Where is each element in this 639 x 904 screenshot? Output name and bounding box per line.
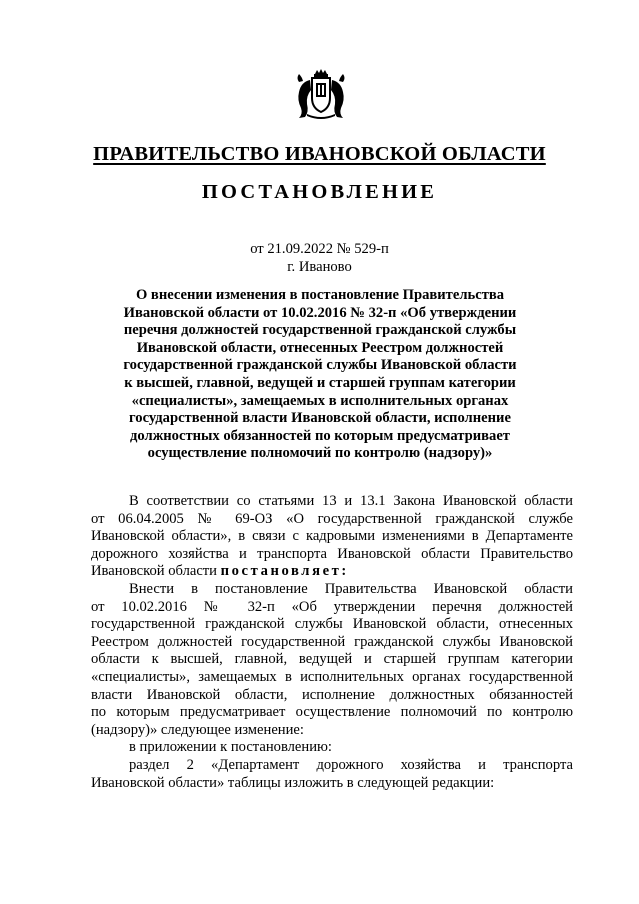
subject-line: Ивановской области, отнесенных Реестром должностей [136, 339, 504, 356]
body-line: по которым предусматривает осуществление полномочий по контролю [91, 704, 573, 721]
body-line: «специалисты», замещаемых в исполнительных органах государственной [91, 668, 573, 685]
subject-line: государственной власти Ивановской области, исполнение [129, 410, 511, 427]
body-text-fragment: Ивановской области [91, 563, 221, 580]
body-line: области к высшей, главной, ведущей и старшей группам категории [91, 651, 573, 668]
subject-line: «специалисты», замещаемых в исполнительных органах [131, 392, 509, 409]
document-date-number: от 21.09.2022 № 529-п [250, 241, 389, 257]
subject-line: государственной гражданской службы Ивановской области [123, 357, 517, 374]
document-city: г. Иваново [287, 258, 352, 275]
body-line: Внести в постановление Правительства Ивановской области [129, 580, 573, 597]
subject-line: должностных обязанностей по которым предусматривает [130, 427, 510, 444]
body-line: в приложении к постановлению: [129, 739, 332, 756]
body-line: дорожного хозяйства и транспорта Ивановской области Правительство [91, 545, 573, 562]
document-subject [100, 287, 540, 463]
body-line: раздел 2 «Департамент дорожного хозяйства и транспорта [129, 756, 573, 773]
subject-line: О внесении изменения в постановление Правительства [135, 287, 505, 303]
document-body [91, 493, 573, 792]
subject-line: перечня должностей государственной гражданской службы [123, 322, 517, 339]
body-line: от 10.02.2016 № 32-п «Об утверждении перечня должностей [91, 598, 573, 615]
resolution-word: постановляет: [220, 563, 349, 580]
body-line: от 06.04.2005 № 69-ОЗ «О государственной гражданской службе [91, 510, 573, 527]
body-line: власти Ивановской области, исполнение должностных обязанностей [91, 686, 573, 703]
body-line: государственной гражданской службы Ивановской области, отнесенных [91, 616, 573, 633]
coat-of-arms-icon [293, 68, 349, 120]
body-line [91, 563, 573, 581]
subject-line: Ивановской области от 10.02.2016 № 32-п «Об утверждении [123, 304, 517, 321]
organization-title: ПРАВИТЕЛЬСТВО ИВАНОВСКОЙ ОБЛАСТИ [93, 143, 546, 165]
subject-line: к высшей, главной, ведущей и старшей группам категории [124, 374, 516, 391]
subject-line: осуществление полномочий по контролю (надзору)» [147, 445, 493, 462]
body-line: Ивановской области» таблицы изложить в следующей редакции: [91, 774, 495, 791]
document-meta [0, 241, 639, 276]
body-line: Ивановской области», в связи с кадровыми изменениями в Департаменте [91, 528, 573, 545]
body-line: (надзору)» следующее изменение: [91, 721, 304, 738]
body-line: В соответствии со статьями 13 и 13.1 Закона Ивановской области [129, 493, 573, 509]
document-type-heading: ПОСТАНОВЛЕНИЕ [201, 181, 438, 203]
body-line: Реестром должностей государственной гражданской службы Ивановской [91, 633, 573, 650]
